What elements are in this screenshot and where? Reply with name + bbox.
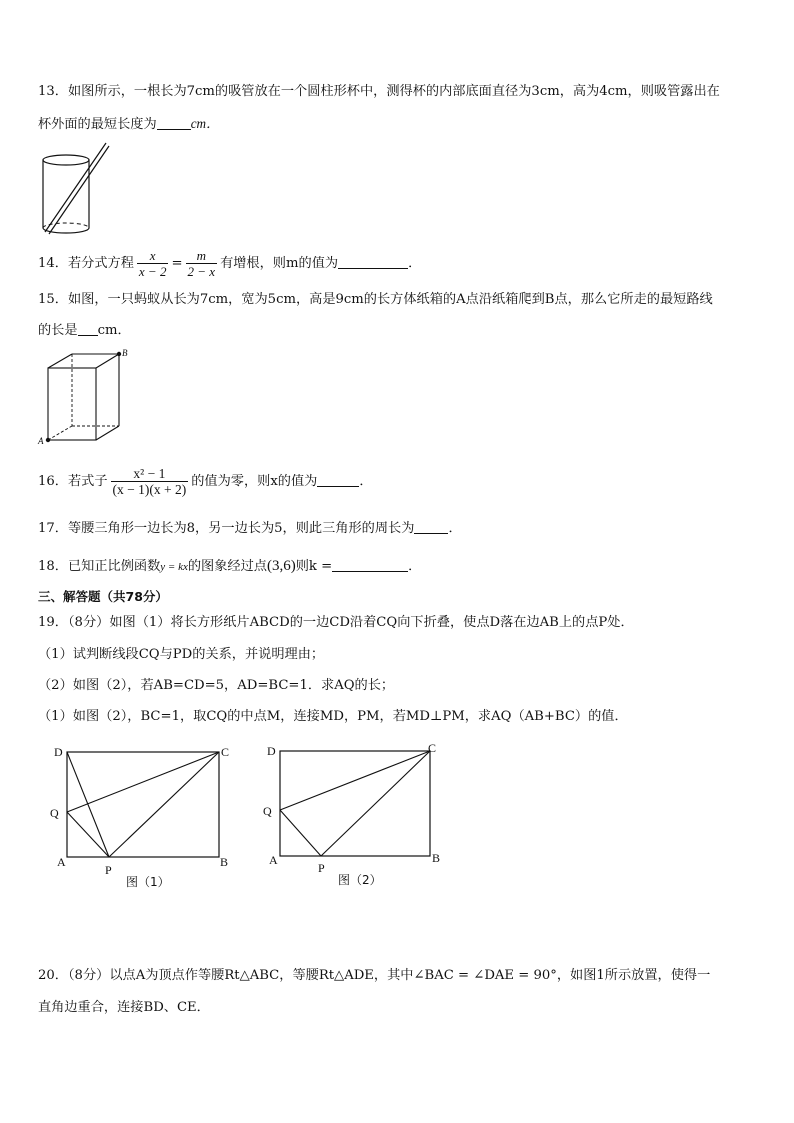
fig2-caption: 图（2） xyxy=(338,873,382,887)
q16-fraction xyxy=(111,466,189,497)
fig2-label-a: A xyxy=(269,853,278,867)
q14-fraction-1 xyxy=(137,248,169,279)
q14-end: ． xyxy=(408,256,422,271)
q16-answer-blank[interactable] xyxy=(317,473,359,487)
q14-fraction-2 xyxy=(186,248,218,279)
q13-answer-blank[interactable] xyxy=(157,116,191,130)
fig2-label-d: D xyxy=(267,744,276,758)
q18-post: 则k = xyxy=(295,559,333,574)
label-b: B xyxy=(122,348,128,358)
fig2-label-c: C xyxy=(428,741,437,755)
q14-pre: 14．若分式方程 xyxy=(38,256,134,271)
q16 xyxy=(38,462,373,502)
q18-end: ． xyxy=(408,559,422,574)
figure-2 xyxy=(255,738,455,888)
q16-num: x² − 1 xyxy=(133,466,166,481)
q14-f2-den: 2 − x xyxy=(187,264,216,279)
q19-part2: （2）如图（2），若AB=CD=5，AD=BC=1．求AQ的长； xyxy=(38,678,395,693)
point-a xyxy=(46,438,50,442)
q20-line1: 20．（8分）以点A为顶点作等腰Rt△ABC，等腰Rt△ADE，其中∠BAC = ∠DAE = 90°，如图1所示放置，使得一 xyxy=(38,968,711,983)
fig2-label-p: P xyxy=(318,861,325,875)
q15-answer-blank[interactable] xyxy=(78,322,98,336)
q18-point: (3,6) xyxy=(266,558,296,574)
q14-f1-num: x xyxy=(149,248,156,263)
q13-line2-pre: 杯外面的最短长度为 xyxy=(38,117,157,132)
q16-den: (x − 1)(x + 2) xyxy=(112,482,187,497)
q14-post: 有增根，则m的值为 xyxy=(220,256,339,271)
q19-stem: 19．（8分）如图（1）将长方形纸片ABCD的一边CD沿着CQ向下折叠，使点D落在边AB上的点P处． xyxy=(38,615,634,630)
q18-pre: 18．已知正比例函数 xyxy=(38,559,161,574)
q14-f1-den: x − 2 xyxy=(138,264,167,279)
q20-line2: 直角边重合，连接BD、CE． xyxy=(38,1000,210,1015)
figure-1 xyxy=(40,740,240,890)
cup-figure xyxy=(36,140,116,240)
q14-f2-num: m xyxy=(196,248,206,263)
q17-end: ． xyxy=(448,521,462,536)
q17 xyxy=(38,520,462,538)
point-b xyxy=(117,352,121,356)
q19-part1: （1）试判断线段CQ与PD的关系，并说明理由； xyxy=(38,647,325,662)
section-heading: 三、解答题（共78分） xyxy=(38,589,168,604)
q16-pre: 16．若式子 xyxy=(38,474,108,489)
fig2-label-q: Q xyxy=(263,804,272,818)
q13-line2 xyxy=(38,115,219,134)
fig1-label-a: A xyxy=(57,855,66,869)
q17-answer-blank[interactable] xyxy=(414,520,448,534)
fig1-label-c: C xyxy=(221,745,230,759)
q17-pre: 17．等腰三角形一边长为8，另一边长为5，则此三角形的周长为 xyxy=(38,521,415,536)
fig1-label-p: P xyxy=(105,863,112,877)
label-a: A xyxy=(38,436,44,446)
box-figure xyxy=(34,348,134,448)
q14 xyxy=(38,245,421,283)
fig2-label-b: B xyxy=(432,851,441,865)
q14-answer-blank[interactable] xyxy=(338,255,408,269)
q18 xyxy=(38,557,421,576)
fig1-label-d: D xyxy=(54,745,63,759)
q18-func: y = kx xyxy=(160,561,188,573)
q15-line2-post: cm． xyxy=(97,323,131,338)
fig1-label-q: Q xyxy=(50,806,59,820)
q15-line2 xyxy=(38,322,131,340)
q18-answer-blank[interactable] xyxy=(332,558,408,572)
q13-line1: 13．如图所示，一根长为7cm的吸管放在一个圆柱形杯中，测得杯的内部底面直径为3cm，高为4cm，则吸管露出在 xyxy=(38,84,720,99)
q16-end: ． xyxy=(359,474,373,489)
q15-line2-pre: 的长是 xyxy=(38,323,78,338)
q16-post: 的值为零，则x的值为 xyxy=(191,474,318,489)
q13-line2-post: cm． xyxy=(190,116,220,131)
q14-eq: = xyxy=(171,256,183,271)
q15-line1: 15．如图，一只蚂蚁从长为7cm，宽为5cm，高是9cm的长方体纸箱的A点沿纸箱爬到B点，那么它所走的最短路线 xyxy=(38,292,713,307)
q18-mid: 的图象经过点 xyxy=(187,559,267,574)
q19-part3: （1）如图（2），BC=1，取CQ的中点M，连接MD，PM，若MD⊥PM，求AQ（AB+BC）的值． xyxy=(38,709,628,724)
fig1-label-b: B xyxy=(220,855,229,869)
fig1-caption: 图（1） xyxy=(126,875,170,889)
